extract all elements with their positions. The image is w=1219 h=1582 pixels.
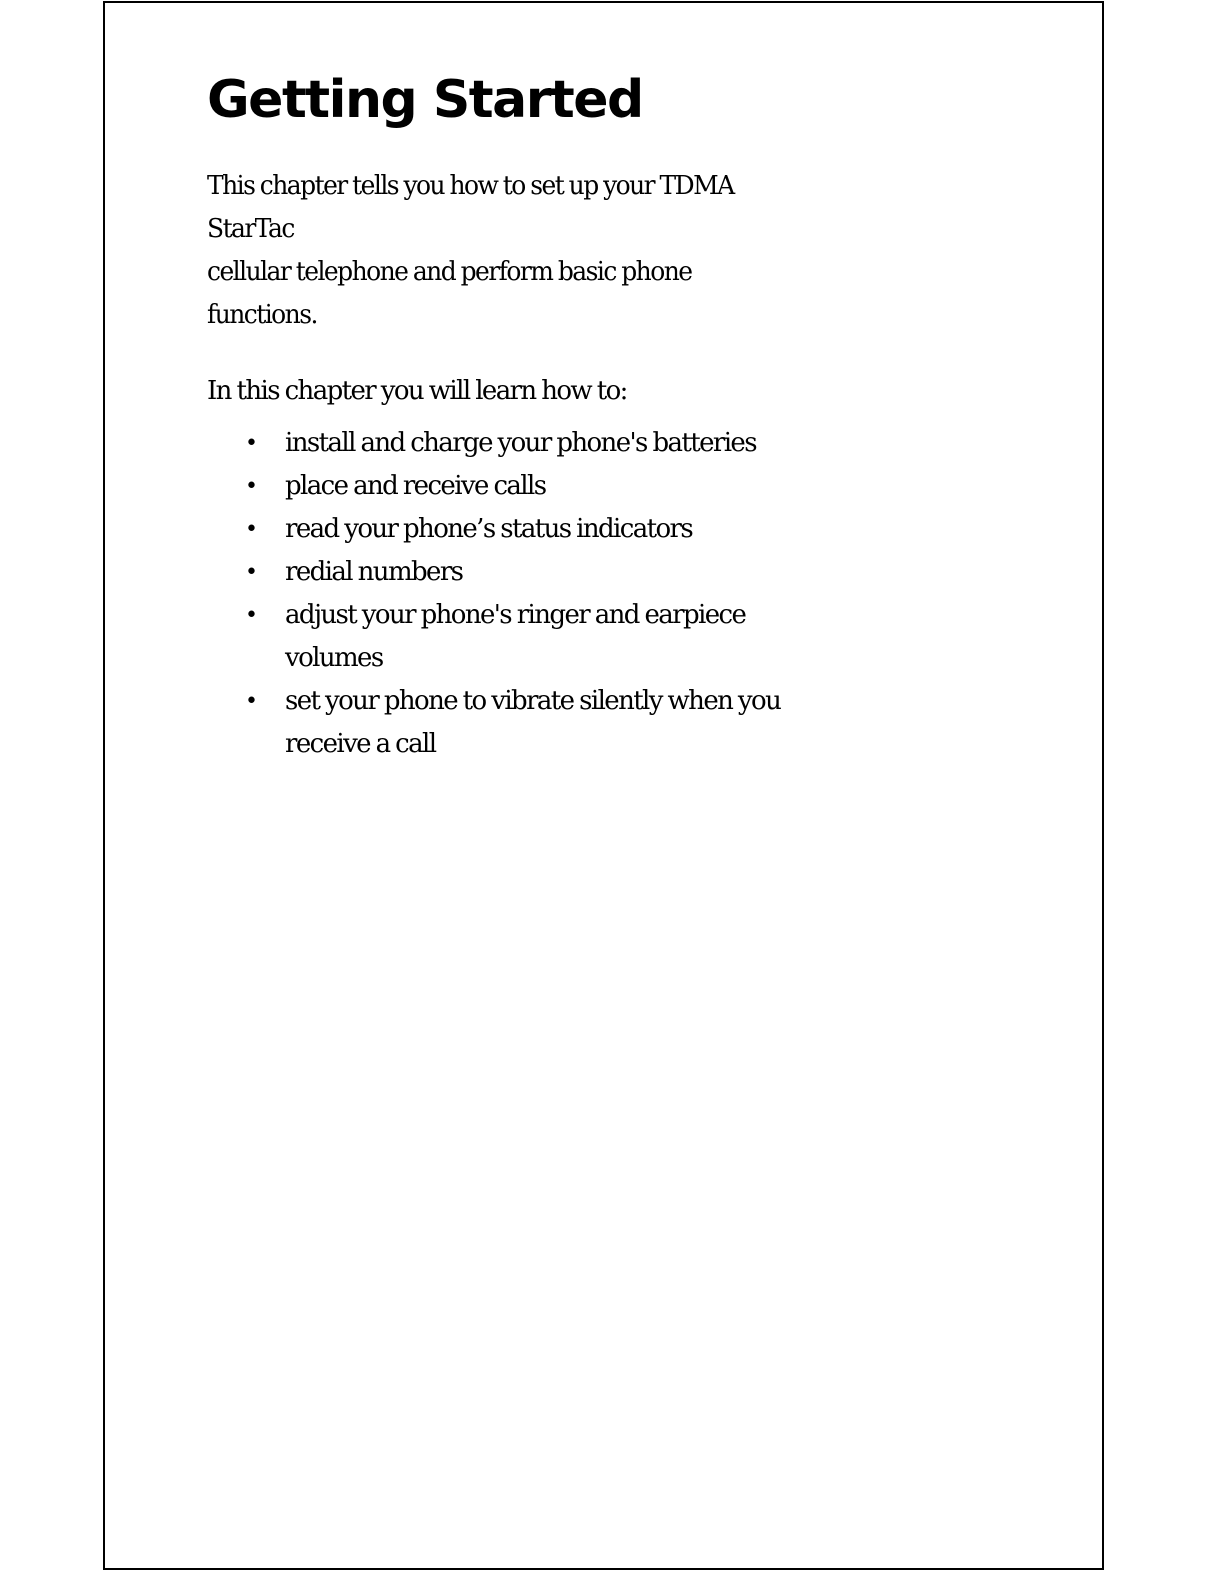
list-item xyxy=(207,551,825,594)
intro-paragraph: This chapter tells you how to set up your TDMA StarTac cellular telephone and perform basic phone functions. xyxy=(207,171,734,330)
bullet-icon: • xyxy=(245,560,257,585)
bullet-icon: • xyxy=(245,517,257,542)
list-item xyxy=(207,422,825,465)
list-item-text: place and receive calls xyxy=(285,471,546,501)
bullet-icon: • xyxy=(245,689,257,714)
list-item-text: install and charge your phone's batteries xyxy=(285,428,756,458)
lead-paragraph: In this chapter you will learn how to: xyxy=(207,376,627,406)
page-content xyxy=(207,69,827,766)
list-item xyxy=(207,680,825,766)
bullet-icon: • xyxy=(245,603,257,628)
learning-objectives-list xyxy=(207,422,827,766)
list-item-text: redial numbers xyxy=(285,557,463,587)
bullet-icon: • xyxy=(245,474,257,499)
list-item xyxy=(207,508,825,551)
list-item-text: adjust your phone's ringer and earpiece volumes xyxy=(285,600,746,673)
list-item xyxy=(207,465,825,508)
list-item-text: read your phone’s status indicators xyxy=(285,514,693,544)
document-page xyxy=(103,1,1104,1570)
page-title: Getting Started xyxy=(207,70,643,130)
bullet-icon: • xyxy=(245,431,257,456)
list-item-text: set your phone to vibrate silently when you receive a call xyxy=(285,686,781,759)
list-item xyxy=(207,594,825,680)
